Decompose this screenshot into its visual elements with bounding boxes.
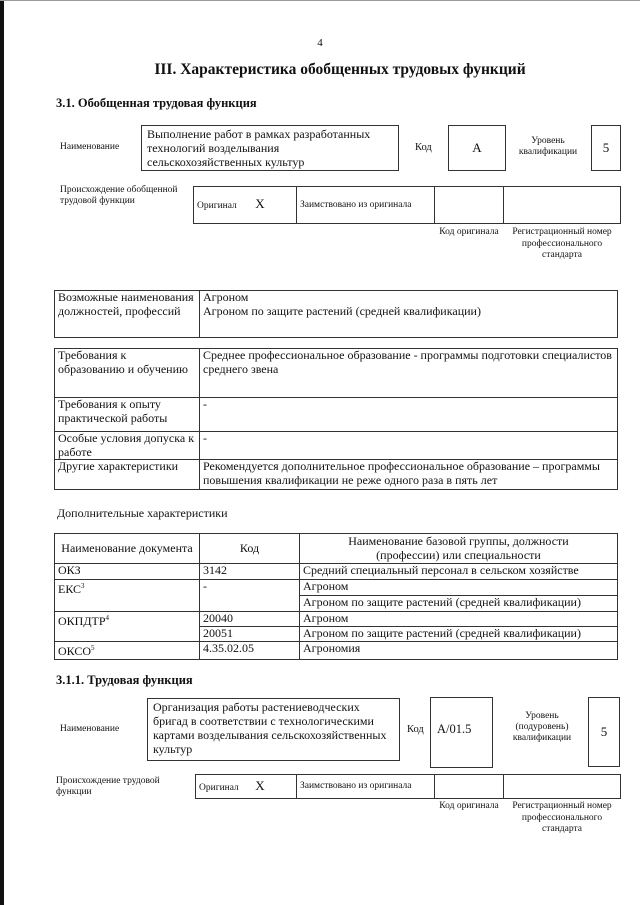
gtf-origin-borrowed: Заимствовано из оригинала <box>300 199 412 210</box>
additional-table <box>54 533 618 660</box>
tf-level-value: 5 <box>600 724 608 739</box>
code-cell: 4.35.02.05 <box>200 642 300 660</box>
gtf-origin-original-cell <box>194 187 297 224</box>
name-cell: Агроном <box>300 580 618 596</box>
doc-name: ОКСО <box>58 644 92 658</box>
doc-cell <box>55 580 200 612</box>
table-row <box>55 564 618 580</box>
name-cell: Средний специальный персонал в сельском хозяйстве <box>300 564 618 580</box>
code-cell: 3142 <box>200 564 300 580</box>
gtf-origin-borrowed-cell <box>297 187 435 224</box>
requirement-row <box>55 398 618 432</box>
doc-cell <box>55 642 200 660</box>
tf-origin-borrowed: Заимствовано из оригинала <box>300 781 412 791</box>
doc-cell <box>55 564 200 580</box>
additional-header-row <box>55 534 618 564</box>
tf-origin-code-cell <box>435 775 504 799</box>
name-cell: Агроном по защите растений (средней квалификации) <box>300 596 618 612</box>
code-cell: - <box>200 580 300 612</box>
col-header-code: Код <box>200 534 300 564</box>
requirement-label: Другие характеристики <box>55 460 200 490</box>
code-cell: 20040 <box>200 612 300 627</box>
tf-code-box <box>430 697 493 768</box>
col-header-document: Наименование документа <box>55 534 200 564</box>
tf-level-label: Уровень (подуровень) квалификации <box>512 711 572 743</box>
table-row <box>55 612 618 627</box>
tf-origin-label: Происхождение трудовой функции <box>56 776 160 797</box>
requirement-value: - <box>200 432 618 460</box>
positions-values-cell <box>200 291 618 338</box>
tf-code-value: А/01.5 <box>437 722 472 736</box>
gtf-origin-code-caption: Код оригинала <box>439 227 499 237</box>
requirement-row <box>55 349 618 398</box>
name-cell: Агроном <box>300 612 618 627</box>
page-top-edge <box>0 0 640 1</box>
gtf-origin-code-cell <box>435 187 504 224</box>
section-title: III. Характеристика обобщенных трудовых функций <box>154 61 526 78</box>
requirement-value: Рекомендуется дополнительное профессиональное образование – программы повышения квалификации не реже одного раза в пять лет <box>200 460 618 490</box>
gtf-level-value: 5 <box>602 140 610 155</box>
doc-name: ЕКС <box>58 582 82 596</box>
tf-origin-reg-cell <box>504 775 621 799</box>
tf-origin-table <box>195 774 621 799</box>
additional-heading: Дополнительные характеристики <box>57 506 228 520</box>
doc-name: ОКЗ <box>58 563 81 577</box>
position-item: Агроном по защите растений (средней квалификации) <box>203 303 481 318</box>
requirement-value: Среднее профессиональное образование - программы подготовки специалистов среднего звена <box>200 349 618 398</box>
tf-name-value: Организация работы растениеводческих бригад в соответствии с технологическими картами возделывания сельскохозяйственных культур <box>153 700 387 756</box>
gtf-origin-original: Оригинал <box>197 201 237 211</box>
position-item: Агроном <box>203 290 249 304</box>
positions-label: Возможные наименования должностей, профессий <box>55 291 200 338</box>
requirement-label: Требования к образованию и обучению <box>55 349 200 398</box>
col-header-name: Наименование базовой группы, должности (профессии) или специальности <box>300 534 618 564</box>
requirement-label: Особые условия допуска к работе <box>55 432 200 460</box>
tf-heading: 3.1.1. Трудовая функция <box>56 673 193 687</box>
gtf-code-box <box>448 125 506 171</box>
gtf-name-label: Наименование <box>60 142 120 152</box>
doc-name: ОКПДТР <box>58 614 106 628</box>
tf-origin-code-caption: Код оригинала <box>439 801 499 811</box>
name-cell: Агрономия <box>300 642 618 660</box>
tf-name-box <box>147 698 400 761</box>
gtf-code-label: Код <box>415 142 432 153</box>
footnote-ref: 5 <box>91 644 95 652</box>
footnote-ref: 3 <box>81 582 85 590</box>
tf-origin-original-cell <box>196 775 297 799</box>
requirement-row <box>55 432 618 460</box>
tf-code-label: Код <box>407 724 424 735</box>
tf-level-box <box>588 697 620 767</box>
gtf-origin-reg-caption: Регистрационный номер профессионального стандарта <box>512 227 612 260</box>
gtf-origin-mark: X <box>255 196 265 211</box>
doc-cell <box>55 612 200 642</box>
requirement-label: Требования к опыту практической работы <box>55 398 200 432</box>
tf-origin-borrowed-cell <box>297 775 435 799</box>
gtf-level-box <box>591 125 621 171</box>
tf-origin-mark: X <box>255 777 265 793</box>
tf-origin-reg-caption: Регистрационный номер профессионального стандарта <box>512 801 612 834</box>
code-cell: 20051 <box>200 627 300 642</box>
gtf-level-label: Уровень квалификации <box>518 136 578 157</box>
gtf-name-box <box>141 125 399 171</box>
requirement-value: - <box>200 398 618 432</box>
gtf-code-value: А <box>472 140 482 155</box>
gtf-name-value: Выполнение работ в рамках разработанных технологий возделывания сельскохозяйственных культур <box>147 127 371 169</box>
table-row <box>55 642 618 660</box>
tf-name-label: Наименование <box>60 724 120 734</box>
requirement-row <box>55 460 618 490</box>
gtf-heading: 3.1. Обобщенная трудовая функция <box>56 96 257 110</box>
page-left-edge <box>0 0 4 905</box>
gtf-origin-reg-cell <box>504 187 621 224</box>
page-number: 4 <box>317 37 323 49</box>
tf-origin-original: Оригинал <box>199 782 239 793</box>
requirements-table <box>54 348 618 490</box>
footnote-ref: 4 <box>105 614 110 622</box>
gtf-origin-label: Происхождение обобщенной трудовой функции <box>60 185 178 206</box>
name-cell: Агроном по защите растений (средней квалификации) <box>300 627 618 642</box>
table-row <box>55 580 618 596</box>
positions-table <box>54 290 618 338</box>
gtf-origin-table <box>193 186 621 224</box>
